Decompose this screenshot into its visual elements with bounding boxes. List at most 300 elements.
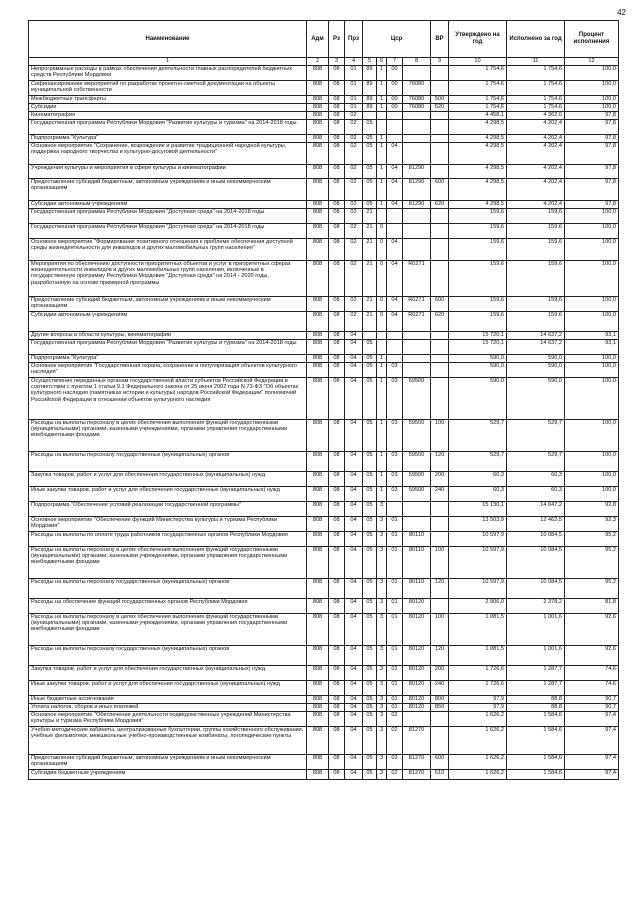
row-csr-event: 01	[387, 517, 403, 532]
row-csr-program: 05	[363, 179, 377, 201]
row-prz: 04	[345, 696, 363, 704]
row-plan: 4 458,1	[449, 112, 507, 120]
row-rz: 08	[329, 112, 345, 120]
row-csr-program: 05	[363, 681, 377, 696]
row-csr-direction: 80120	[403, 646, 431, 666]
row-csr-event: 01	[387, 599, 403, 614]
row-rz: 08	[329, 599, 345, 614]
table-row	[29, 487, 619, 502]
row-vr: 100	[431, 547, 449, 579]
row-fact: 590,0	[507, 363, 565, 378]
row-pct: 100,0	[565, 487, 619, 502]
row-plan: 159,6	[449, 261, 507, 297]
row-pct: 100,0	[565, 224, 619, 239]
row-csr-event: 01	[387, 614, 403, 646]
row-csr-event	[387, 332, 403, 340]
row-adm: 808	[307, 378, 329, 420]
row-plan: 590,0	[449, 355, 507, 363]
row-name: Непрограммные расходы в рамках обеспечения деятельности главных распорядителей бюджетных средств Республики Мордовия	[29, 66, 307, 81]
row-rz: 08	[329, 297, 345, 312]
row-name: Мероприятия по обеспечению доступности приоритетных объектов и услуг в приоритетных сферах жизнедеятельности инвалидов и других маломобильных групп населения, включенные в государственную программу Республики Мордовия "Доступная среда" на 2014 - 2020 годы, разработанную на основе примерной программы	[29, 261, 307, 297]
row-prz: 02	[345, 239, 363, 261]
row-csr-program: 05	[363, 696, 377, 704]
row-prz: 04	[345, 755, 363, 770]
row-plan: 159,6	[449, 209, 507, 224]
row-fact: 1 584,6	[507, 727, 565, 755]
row-plan: 159,6	[449, 224, 507, 239]
row-csr-subprogram: 3	[377, 579, 387, 599]
row-csr-program: 05	[363, 201, 377, 209]
row-rz: 08	[329, 696, 345, 704]
row-csr-program: 05	[363, 120, 377, 135]
row-vr: 520	[431, 104, 449, 112]
row-csr-event: 01	[387, 532, 403, 547]
row-name: Иные закупки товаров, работ и услуг для обеспечения государственных (муниципальных) нужд	[29, 681, 307, 696]
row-csr-program: 89	[363, 81, 377, 96]
row-csr-program: 05	[363, 547, 377, 579]
row-vr	[431, 81, 449, 96]
row-rz: 08	[329, 579, 345, 599]
row-vr	[431, 727, 449, 755]
row-name: Государственная программа Республики Мордовия "Доступная среда" на 2014-2018 годы	[29, 224, 307, 239]
row-vr	[431, 517, 449, 532]
col-number: 6	[377, 58, 387, 66]
row-pct: 97,4	[565, 755, 619, 770]
row-name: Закупка товаров, работ и услуг для обеспечения государственных (муниципальных) нужд	[29, 472, 307, 487]
header-name: Наименование	[29, 21, 307, 58]
row-csr-direction: 59500	[403, 452, 431, 472]
row-plan: 1 754,6	[449, 104, 507, 112]
row-name: Закупка товаров, работ и услуг для обеспечения государственных (муниципальных) нужд	[29, 666, 307, 681]
row-csr-subprogram: 3	[377, 547, 387, 579]
row-pct: 74,6	[565, 681, 619, 696]
row-prz: 04	[345, 532, 363, 547]
table-row	[29, 666, 619, 681]
row-csr-program	[363, 332, 377, 340]
row-pct: 97,4	[565, 712, 619, 727]
row-adm: 808	[307, 502, 329, 517]
row-name: Подпрограмма "Культура"	[29, 355, 307, 363]
row-plan: 4 298,5	[449, 135, 507, 143]
row-fact: 1 287,7	[507, 681, 565, 696]
row-csr-subprogram: 1	[377, 143, 387, 165]
row-name: Государственная программа Республики Мордовия "Доступная среда" на 2014-2018 годы	[29, 209, 307, 224]
row-csr-direction: 81290	[403, 201, 431, 209]
row-csr-direction: 80110	[403, 547, 431, 579]
row-plan: 97,9	[449, 696, 507, 704]
table-row	[29, 355, 619, 363]
row-pct: 95,2	[565, 532, 619, 547]
row-vr	[431, 340, 449, 355]
row-csr-event: 03	[387, 378, 403, 420]
row-prz: 04	[345, 599, 363, 614]
row-fact: 4 202,4	[507, 165, 565, 179]
row-prz: 02	[345, 165, 363, 179]
row-csr-subprogram: 0	[377, 312, 387, 332]
row-rz: 08	[329, 120, 345, 135]
table-row	[29, 239, 619, 261]
row-vr	[431, 378, 449, 420]
row-fact: 1 287,7	[507, 666, 565, 681]
row-pct: 100,0	[565, 96, 619, 104]
row-csr-direction	[403, 209, 431, 224]
row-csr-direction: 80120	[403, 704, 431, 712]
row-csr-direction	[403, 517, 431, 532]
row-pct: 100,0	[565, 472, 619, 487]
row-pct: 97,4	[565, 727, 619, 755]
row-pct: 92,3	[565, 517, 619, 532]
row-csr-subprogram: 0	[377, 297, 387, 312]
row-rz: 08	[329, 135, 345, 143]
table-row	[29, 201, 619, 209]
row-csr-event	[387, 355, 403, 363]
page-number: 42	[617, 8, 626, 17]
col-number: 1	[29, 58, 307, 66]
row-csr-program: 05	[363, 704, 377, 712]
row-fact: 60,3	[507, 472, 565, 487]
row-prz: 04	[345, 646, 363, 666]
row-csr-direction: 59500	[403, 472, 431, 487]
row-vr	[431, 599, 449, 614]
row-prz: 04	[345, 770, 363, 780]
row-plan: 60,3	[449, 487, 507, 502]
table-row	[29, 120, 619, 135]
row-csr-program: 89	[363, 96, 377, 104]
row-csr-direction	[403, 224, 431, 239]
row-csr-program: 89	[363, 66, 377, 81]
row-csr-event: 00	[387, 81, 403, 96]
row-csr-direction: 76080	[403, 81, 431, 96]
row-adm: 808	[307, 646, 329, 666]
row-adm: 808	[307, 355, 329, 363]
row-vr: 500	[431, 96, 449, 104]
row-csr-direction: 81290	[403, 165, 431, 179]
row-csr-program: 05	[363, 135, 377, 143]
row-prz: 04	[345, 363, 363, 378]
row-adm: 808	[307, 487, 329, 502]
row-prz: 02	[345, 201, 363, 209]
row-vr	[431, 135, 449, 143]
row-prz: 02	[345, 179, 363, 201]
row-vr: 240	[431, 681, 449, 696]
row-name: Иные бюджетные ассигнования	[29, 696, 307, 704]
row-csr-subprogram: 3	[377, 770, 387, 780]
row-prz: 04	[345, 681, 363, 696]
table-row	[29, 704, 619, 712]
row-adm: 808	[307, 112, 329, 120]
table-row	[29, 224, 619, 239]
row-plan: 1 754,6	[449, 66, 507, 81]
row-csr-subprogram: 1	[377, 420, 387, 452]
row-plan: 4 298,5	[449, 143, 507, 165]
row-pct: 81,8	[565, 599, 619, 614]
row-name: Предоставление субсидий бюджетным, автономным учреждениям и иным некоммерческим организациям	[29, 755, 307, 770]
row-csr-program: 05	[363, 599, 377, 614]
row-rz: 08	[329, 96, 345, 104]
row-adm: 808	[307, 143, 329, 165]
row-prz: 04	[345, 727, 363, 755]
row-adm: 808	[307, 363, 329, 378]
row-csr-subprogram: 1	[377, 104, 387, 112]
row-pct: 100,0	[565, 104, 619, 112]
row-prz: 02	[345, 143, 363, 165]
row-csr-direction	[403, 112, 431, 120]
table-row	[29, 340, 619, 355]
row-csr-subprogram: 0	[377, 239, 387, 261]
row-plan: 590,0	[449, 363, 507, 378]
row-csr-direction	[403, 712, 431, 727]
row-adm: 808	[307, 681, 329, 696]
row-vr: 610	[431, 770, 449, 780]
row-pct: 74,6	[565, 666, 619, 681]
row-rz: 08	[329, 770, 345, 780]
row-prz: 01	[345, 66, 363, 81]
row-adm: 808	[307, 209, 329, 224]
row-csr-subprogram: 3	[377, 599, 387, 614]
row-plan: 1 754,6	[449, 81, 507, 96]
row-name: Расходы на выплаты персоналу государственных (муниципальных) органов	[29, 646, 307, 666]
row-plan: 1 726,6	[449, 681, 507, 696]
row-pct: 92,6	[565, 646, 619, 666]
row-rz: 08	[329, 472, 345, 487]
row-rz: 08	[329, 165, 345, 179]
row-csr-program: 05	[363, 502, 377, 517]
row-rz: 08	[329, 712, 345, 727]
row-prz: 04	[345, 378, 363, 420]
row-vr	[431, 261, 449, 297]
row-pct: 100,0	[565, 452, 619, 472]
row-plan: 10 597,9	[449, 579, 507, 599]
row-name: Межбюджетные трансферты	[29, 96, 307, 104]
table-row	[29, 96, 619, 104]
row-fact: 60,3	[507, 487, 565, 502]
row-prz: 04	[345, 502, 363, 517]
table-row	[29, 104, 619, 112]
row-csr-direction	[403, 502, 431, 517]
table-row	[29, 165, 619, 179]
row-csr-program: 05	[363, 363, 377, 378]
row-adm: 808	[307, 66, 329, 81]
row-name: Государственная программа Республики Мордовия "Развитие культуры и туризма" на 2014-2018 годы	[29, 340, 307, 355]
row-csr-direction: 81270	[403, 770, 431, 780]
row-rz: 08	[329, 201, 345, 209]
row-csr-subprogram	[377, 332, 387, 340]
row-rz: 08	[329, 614, 345, 646]
row-csr-event: 04	[387, 165, 403, 179]
row-prz: 04	[345, 712, 363, 727]
row-pct: 100,0	[565, 239, 619, 261]
row-prz: 04	[345, 487, 363, 502]
row-adm: 808	[307, 135, 329, 143]
row-plan: 1 626,2	[449, 770, 507, 780]
row-csr-subprogram	[377, 340, 387, 355]
table-row	[29, 727, 619, 755]
table-row	[29, 599, 619, 614]
table-row	[29, 472, 619, 487]
row-vr: 240	[431, 487, 449, 502]
row-vr: 100	[431, 614, 449, 646]
row-vr	[431, 209, 449, 224]
row-adm: 808	[307, 696, 329, 704]
row-csr-direction: R0271	[403, 312, 431, 332]
row-csr-direction	[403, 340, 431, 355]
row-name: Осуществление переданных органам государственной власти субъектов Российской Федерации в соответствии с пунктом 1 статьи 9.1 Федерального закона от 25 июня 2002 года N 73-ФЗ "Об объектах культурного наследия (памятниках истории и культуры) народов Российской Федерации" полномочий Российской Федерации в отношении объектов культурного наследия	[29, 378, 307, 420]
row-name: Другие вопросы в области культуры, кинематографии	[29, 332, 307, 340]
row-fact: 10 084,5	[507, 532, 565, 547]
table-row	[29, 363, 619, 378]
table-row	[29, 297, 619, 312]
row-pct: 100,0	[565, 261, 619, 297]
row-adm: 808	[307, 712, 329, 727]
col-number: 12	[565, 58, 619, 66]
row-prz: 04	[345, 614, 363, 646]
row-fact: 88,8	[507, 696, 565, 704]
row-pct: 97,8	[565, 112, 619, 120]
row-prz: 01	[345, 104, 363, 112]
row-adm: 808	[307, 452, 329, 472]
row-name: Государственная программа Республики Мордовия "Развитие культуры и туризма" на 2014-2018 годы	[29, 120, 307, 135]
table-body	[29, 66, 619, 780]
row-plan: 15 720,1	[449, 340, 507, 355]
row-vr: 200	[431, 666, 449, 681]
row-csr-event: 02	[387, 755, 403, 770]
row-name: Расходы на выплаты персоналу государственных (муниципальных) органов	[29, 579, 307, 599]
row-csr-program: 05	[363, 727, 377, 755]
row-csr-program: 21	[363, 224, 377, 239]
row-name: Основное мероприятие "Сохранение, возрождение и развитие традиционной народной культуры, поддержка народного творчества и культурно-досуговой деятельности"	[29, 143, 307, 165]
budget-table	[28, 20, 619, 780]
row-csr-direction: 80120	[403, 599, 431, 614]
row-vr: 120	[431, 646, 449, 666]
row-csr-subprogram: 3	[377, 502, 387, 517]
row-prz: 02	[345, 209, 363, 224]
row-csr-event: 00	[387, 66, 403, 81]
row-fact: 1 584,6	[507, 755, 565, 770]
row-plan: 529,7	[449, 420, 507, 452]
row-plan: 4 298,5	[449, 201, 507, 209]
row-csr-program: 05	[363, 487, 377, 502]
row-csr-subprogram: 3	[377, 727, 387, 755]
row-name: Кинематография	[29, 112, 307, 120]
row-pct: 97,8	[565, 165, 619, 179]
row-rz: 08	[329, 502, 345, 517]
row-adm: 808	[307, 179, 329, 201]
row-name: Основное мероприятие "Государственная охрана, сохранение и популяризация объектов культурного наследия"	[29, 363, 307, 378]
row-rz: 08	[329, 66, 345, 81]
table-row	[29, 135, 619, 143]
row-csr-program: 21	[363, 312, 377, 332]
row-name: Расходы на выплаты по оплате труда работников государственных органов Республики Мордовия	[29, 532, 307, 547]
row-name: Субсидии бюджетным учреждениям	[29, 770, 307, 780]
row-plan: 10 597,9	[449, 532, 507, 547]
row-csr-program: 05	[363, 770, 377, 780]
row-csr-event: 04	[387, 261, 403, 297]
row-vr	[431, 712, 449, 727]
row-csr-event	[387, 209, 403, 224]
row-csr-direction: 80110	[403, 579, 431, 599]
row-rz: 08	[329, 755, 345, 770]
row-name: Иные закупки товаров, работ и услуг для обеспечения государственных (муниципальных) нужд	[29, 487, 307, 502]
row-rz: 08	[329, 81, 345, 96]
row-pct: 100,0	[565, 209, 619, 224]
row-pct: 97,8	[565, 201, 619, 209]
row-fact: 159,6	[507, 224, 565, 239]
row-adm: 808	[307, 165, 329, 179]
row-pct: 90,7	[565, 704, 619, 712]
row-csr-direction	[403, 239, 431, 261]
row-fact: 12 462,5	[507, 517, 565, 532]
row-rz: 08	[329, 312, 345, 332]
row-adm: 808	[307, 704, 329, 712]
row-rz: 08	[329, 332, 345, 340]
row-adm: 808	[307, 312, 329, 332]
row-vr: 600	[431, 179, 449, 201]
table-row	[29, 312, 619, 332]
row-csr-event: 03	[387, 420, 403, 452]
row-rz: 08	[329, 261, 345, 297]
col-number: 5	[363, 58, 377, 66]
row-pct: 97,8	[565, 179, 619, 201]
row-vr: 600	[431, 297, 449, 312]
row-vr	[431, 165, 449, 179]
row-name: Учебно-методические кабинеты, централизованные бухгалтерии, группы хозяйственного обслуживания, учебные фильмотеки, межшкольные учебно-производственные комбинаты, логопедические пункты	[29, 727, 307, 755]
row-csr-subprogram: 3	[377, 712, 387, 727]
row-fact: 88,8	[507, 704, 565, 712]
row-pct: 97,8	[565, 143, 619, 165]
table-row	[29, 112, 619, 120]
row-adm: 808	[307, 420, 329, 452]
table-row	[29, 579, 619, 599]
row-csr-subprogram: 1	[377, 81, 387, 96]
row-fact: 4 202,4	[507, 135, 565, 143]
row-adm: 808	[307, 517, 329, 532]
table-row	[29, 770, 619, 780]
row-csr-direction	[403, 120, 431, 135]
row-csr-direction	[403, 332, 431, 340]
col-number: 10	[449, 58, 507, 66]
row-name: Подпрограмма "Культура"	[29, 135, 307, 143]
row-name: Учреждения культуры и мероприятия в сфере культуры и кинематографии	[29, 165, 307, 179]
row-csr-subprogram: 0	[377, 261, 387, 297]
row-fact: 1 754,6	[507, 81, 565, 96]
row-fact: 1 754,6	[507, 66, 565, 81]
row-csr-event	[387, 340, 403, 355]
row-vr	[431, 363, 449, 378]
col-number: 9	[431, 58, 449, 66]
row-csr-event: 02	[387, 727, 403, 755]
row-csr-direction: 59500	[403, 487, 431, 502]
row-csr-event: 01	[387, 681, 403, 696]
row-adm: 808	[307, 547, 329, 579]
row-vr: 600	[431, 755, 449, 770]
row-name: Расходы на выплаты персоналу в целях обеспечения выполнения функций государственными (муниципальными) органами, казенными учреждениями, органами управления государственными внебюджетными фондами	[29, 614, 307, 646]
row-csr-event: 02	[387, 770, 403, 780]
header-row	[29, 21, 619, 58]
row-prz: 02	[345, 112, 363, 120]
header-plan: Утверждено на год	[449, 21, 507, 58]
row-pct: 93,1	[565, 332, 619, 340]
row-fact: 4 202,4	[507, 143, 565, 165]
row-csr-subprogram: 3	[377, 755, 387, 770]
row-vr: 620	[431, 201, 449, 209]
row-vr	[431, 143, 449, 165]
table-row	[29, 614, 619, 646]
row-vr: 800	[431, 696, 449, 704]
row-csr-subprogram: 1	[377, 355, 387, 363]
row-csr-program: 05	[363, 420, 377, 452]
row-csr-event: 01	[387, 646, 403, 666]
row-prz: 04	[345, 452, 363, 472]
